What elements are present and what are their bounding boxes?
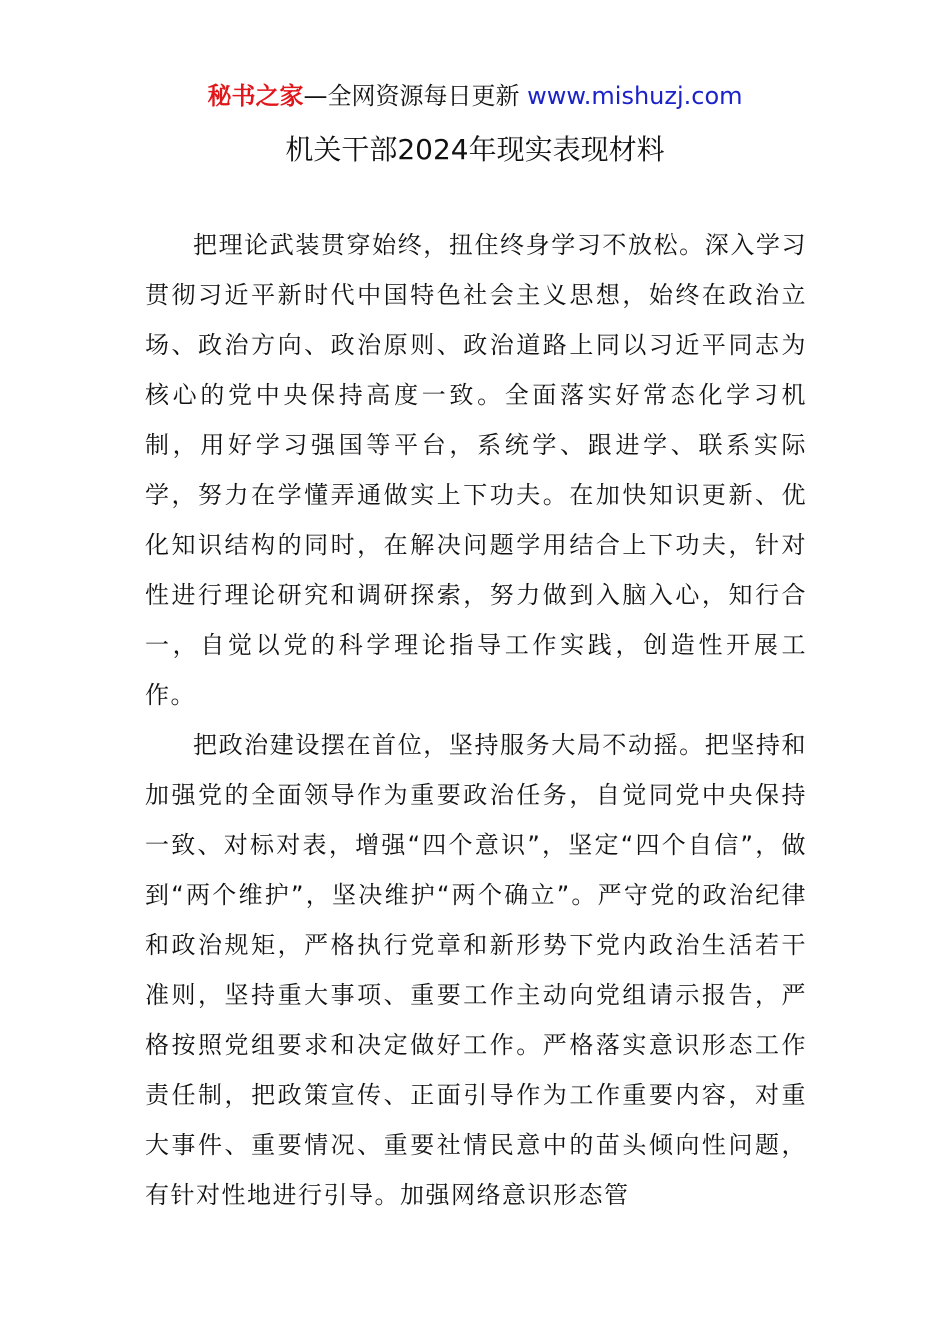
- site-url-link[interactable]: www.mishuzj.com: [527, 82, 743, 110]
- paragraph-theory: 把理论武装贯穿始终，扭住终身学习不放松。深入学习贯彻习近平新时代中国特色社会主义思想，始终在政治立场、政治方向、政治原则、政治道路上同以习近平同志为核心的党中央保持高度一致。全面落实好常态化学习机制，用好学习强国等平台，系统学、跟进学、联系实际学，努力在学懂弄通做实上下功夫。在加快知识更新、优化知识结构的同时，在解决问题学用结合上下功夫，针对性进行理论研究和调研探索，努力做到入脑入心，知行合一，自觉以党的科学理论指导工作实践，创造性开展工作。: [145, 231, 807, 709]
- document-body: [145, 220, 807, 1220]
- site-header: [0, 80, 950, 112]
- brand-name: 秘书之家: [207, 82, 304, 110]
- document-title: 机关干部2024年现实表现材料: [285, 133, 665, 166]
- paragraph-politics: 把政治建设摆在首位，坚持服务大局不动摇。把坚持和加强党的全面领导作为重要政治任务，自觉同党中央保持一致、对标对表，增强“四个意识”，坚定“四个自信”，做到“两个维护”，坚决维护“两个确立”。严守党的政治纪律和政治规矩，严格执行党章和新形势下党内政治生活若干准则，坚持重大事项、重要工作主动向党组请示报告，严格按照党组要求和决定做好工作。严格落实意识形态工作责任制，把政策宣传、正面引导作为工作重要内容，对重大事件、重要情况、重要社情民意中的苗头倾向性问题，有针对性地进行引导。加强网络意识形态管: [145, 731, 807, 1209]
- header-tagline: —全网资源每日更新: [303, 82, 528, 110]
